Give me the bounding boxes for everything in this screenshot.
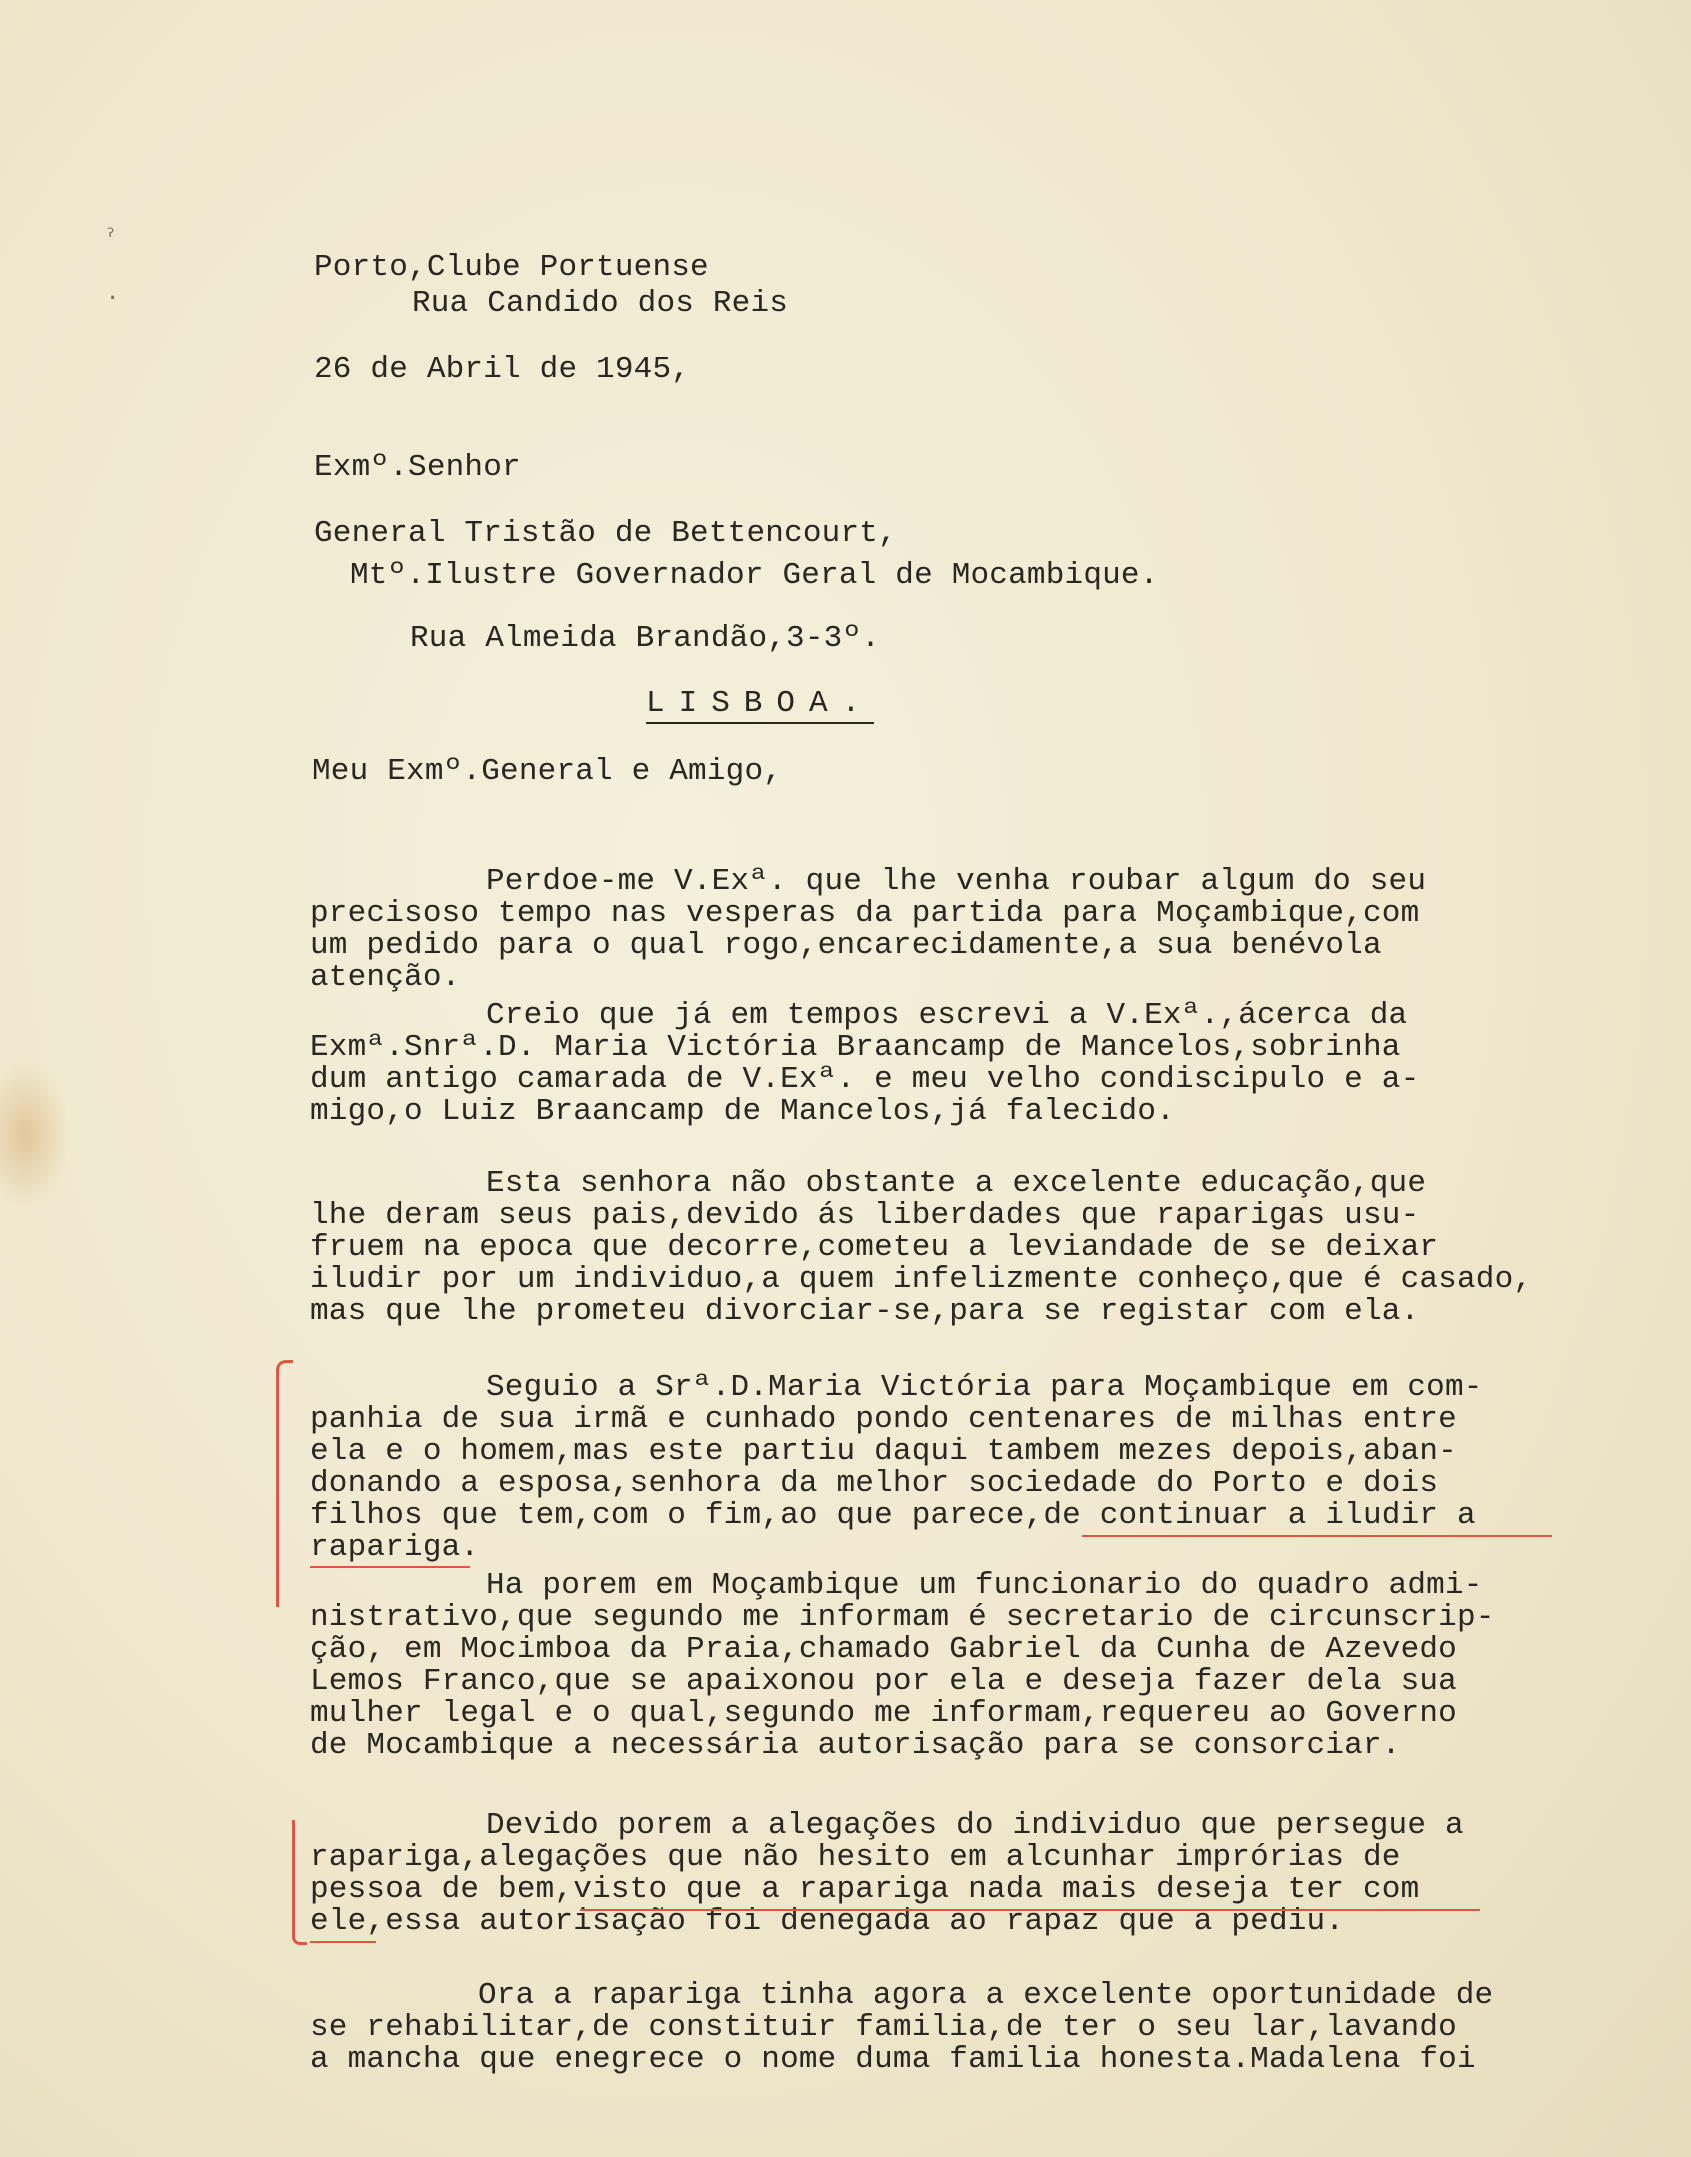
sender-line: Porto,Clube Portuense (314, 250, 709, 285)
body-line: mas que lhe prometeu divorciar-se,para se registar com ela. (310, 1294, 1420, 1329)
addressee-line: Mtº.Ilustre Governador Geral de Mocambique. (350, 558, 1159, 593)
body-line: panhia de sua irmã e cunhado pondo centenares de milhas entre (310, 1402, 1457, 1437)
paper-stain (0, 1060, 70, 1210)
body-line: migo,o Luiz Braancamp de Mancelos,já falecido. (310, 1094, 1175, 1129)
body-line: mulher legal e o qual,segundo me informam,requereu ao Governo (310, 1696, 1457, 1731)
body-line: lhe deram seus pais,devido ás liberdades que raparigas usu- (310, 1198, 1420, 1233)
body-line: filhos que tem,com o fim,ao que parece,de continuar a iludir a (310, 1498, 1476, 1533)
body-line: nistrativo,que segundo me informam é secretario de circunscrip- (310, 1600, 1495, 1635)
body-line: iludir por um individuo,a quem infelizmente conheço,que é casado, (310, 1262, 1533, 1297)
body-line: ele,essa autorisação foi denegada ao rapaz que a pediu. (310, 1904, 1345, 1939)
body-line: dum antigo camarada de V.Exª. e meu velho condiscipulo e a- (310, 1062, 1420, 1097)
body-line: pessoa de bem,visto que a rapariga nada mais deseja ter com (310, 1872, 1420, 1907)
paper-blemish: ˀ (104, 228, 118, 253)
body-line: atenção. (310, 960, 461, 995)
greeting: Meu Exmº.General e Amigo, (312, 754, 783, 789)
salutation-top: Exmº.Senhor (314, 450, 521, 485)
body-line: Esta senhora não obstante a excelente educação,que (486, 1166, 1427, 1201)
body-line: um pedido para o qual rogo,encarecidamente,a sua benévola (310, 928, 1382, 963)
letter-date: 26 de Abril de 1945, (314, 352, 691, 387)
body-line: Lemos Franco,que se apaixonou por ela e deseja fazer dela sua (310, 1664, 1457, 1699)
body-line: Devido porem a alegações do individuo que persegue a (486, 1808, 1464, 1843)
body-line: rapariga,alegações que não hesito em alcunhar imprórias de (310, 1840, 1401, 1875)
body-line: rapariga. (310, 1530, 480, 1565)
body-line: Creio que já em tempos escrevi a V.Exª.,ácerca da (486, 998, 1408, 1033)
body-line: Seguio a Srª.D.Maria Victória para Moçambique em com- (486, 1370, 1483, 1405)
addressee-line: Rua Almeida Brandão,3-3º. (410, 621, 881, 656)
body-line: se rehabilitar,de constituir familia,de ter o seu lar,lavando (310, 2010, 1457, 2045)
body-line: fruem na epoca que decorre,cometeu a leviandade de se deixar (310, 1230, 1439, 1265)
red-underline (580, 1909, 1480, 1911)
sender-line: Rua Candido dos Reis (412, 286, 789, 321)
margin-red-bracket (292, 1820, 307, 1945)
red-underline (1082, 1535, 1552, 1537)
city-heading: LISBOA. (646, 688, 874, 724)
body-line: donando a esposa,senhora da melhor sociedade do Porto e dois (310, 1466, 1439, 1501)
margin-red-bracket (276, 1360, 293, 1607)
body-line: Perdoe-me V.Exª. que lhe venha roubar algum do seu (486, 864, 1427, 899)
addressee-line: General Tristão de Bettencourt, (314, 516, 897, 551)
body-line: de Mocambique a necessária autorisação para se consorciar. (310, 1728, 1401, 1763)
red-underline (310, 1566, 470, 1568)
red-underline (310, 1941, 376, 1943)
body-line: ção, em Mocimboa da Praia,chamado Gabriel da Cunha de Azevedo (310, 1632, 1457, 1667)
body-line: Ha porem em Moçambique um funcionario do quadro admi- (486, 1568, 1483, 1603)
body-line: ela e o homem,mas este partiu daqui tambem mezes depois,aban- (310, 1434, 1457, 1469)
body-line: Exmª.Snrª.D. Maria Victória Braancamp de Mancelos,sobrinha (310, 1030, 1401, 1065)
paper-blemish: · (106, 286, 120, 311)
body-line: a mancha que enegrece o nome duma familia honesta.Madalena foi (310, 2042, 1476, 2077)
body-line: precisoso tempo nas vesperas da partida para Moçambique,com (310, 896, 1420, 931)
body-line: Ora a rapariga tinha agora a excelente oportunidade de (478, 1978, 1494, 2013)
